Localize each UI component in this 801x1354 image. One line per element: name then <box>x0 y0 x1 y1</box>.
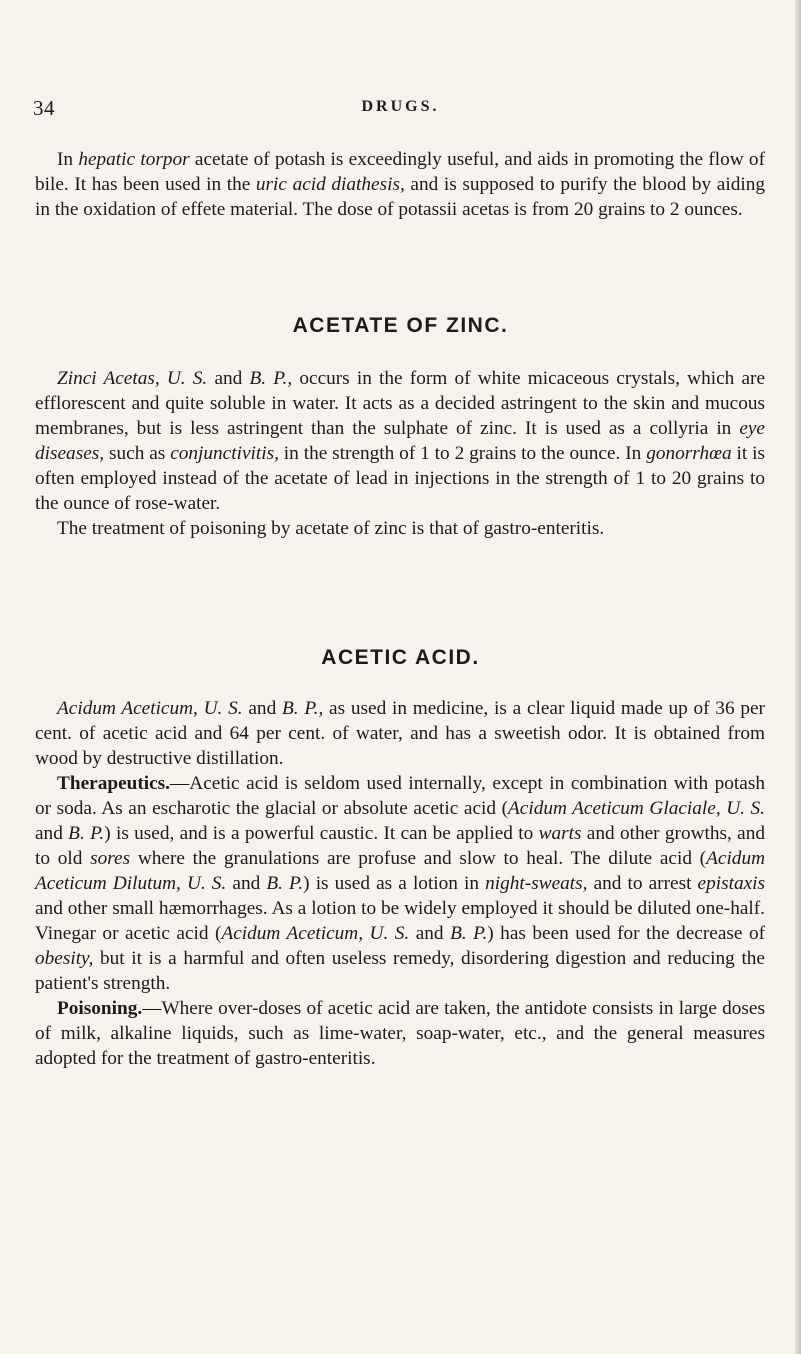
acetic-paragraph-therapeutics: Therapeutics.—Acetic acid is seldom used internally, except in combination with potash or soda. As an escharotic the glacial or absolute acetic acid (Acidum Aceticum Glaciale, U. S. and B. P.) is used, and is a powerful caustic. It can be applied to warts and other growths, and to old sores where the granulations are profuse and slow to heal. The dilute acid (Acidum Aceticum Dilutum, U. S. and B. P.) is used as a lotion in night-sweats, and to arrest epistaxis and other small hæmorrhages. As a lotion to be widely employed it should be diluted one-half. Vinegar or acetic acid (Acidum Aceticum, U. S. and B. P.) has been used for the decrease of obesity, but it is a harmful and often useless remedy, disordering digestion and reducing the patient's strength. <box>35 773 766 994</box>
acetic-paragraph-poisoning: Poisoning.—Where over-doses of acetic acid are taken, the antidote consists in large doses of milk, alkaline liquids, such as lime-water, soap-water, etc., and the general measures adopted for the treatment of gastro-enteritis. <box>35 998 765 1069</box>
running-head: DRUGS. <box>361 98 440 115</box>
zinc-section <box>35 366 765 541</box>
intro-section <box>35 147 765 222</box>
page-header <box>0 96 801 122</box>
page-number: 34 <box>33 96 55 120</box>
acetic-paragraph-description: Acidum Aceticum, U. S. and B. P., as used in medicine, is a clear liquid made up of 36 per cent. of acetic acid and 64 per cent. of water, and has a sweetish odor. It is obtained from wood by destructive distillation. <box>35 698 765 769</box>
page-edge-shadow <box>795 0 801 1354</box>
run-in-heading-therapeutics: Therapeutics. <box>57 773 171 794</box>
acetic-section <box>35 696 765 1071</box>
section-title-acetate-of-zinc: ACETATE OF ZINC. <box>292 314 509 337</box>
zinc-paragraph-poisoning: The treatment of poisoning by acetate of zinc is that of gastro-enteritis. <box>57 518 605 539</box>
zinc-paragraph-description: Zinci Acetas, U. S. and B. P., occurs in the form of white micaceous crystals, which are efflorescent and quite soluble in water. It acts as a decided astringent to the skin and mucous membranes, but is less astringent than the sulphate of zinc. It is used as a collyria in eye diseases, such as conjunctivitis, in the strength of 1 to 2 grains to the ounce. In gonorrhœa it is often employed instead of the acetate of lead in injections in the strength of 1 to 20 grains to the ounce of rose-water. <box>35 368 766 514</box>
section-title-acetic-acid: ACETIC ACID. <box>321 646 480 669</box>
run-in-heading-poisoning: Poisoning. <box>57 998 143 1019</box>
intro-paragraph: In hepatic torpor acetate of potash is exceedingly useful, and aids in promoting the flow of bile. It has been used in the uric acid diathesis, and is supposed to purify the blood by aiding in the oxidation of effete material. The dose of potassii acetas is from 20 grains to 2 ounces. <box>35 149 765 220</box>
